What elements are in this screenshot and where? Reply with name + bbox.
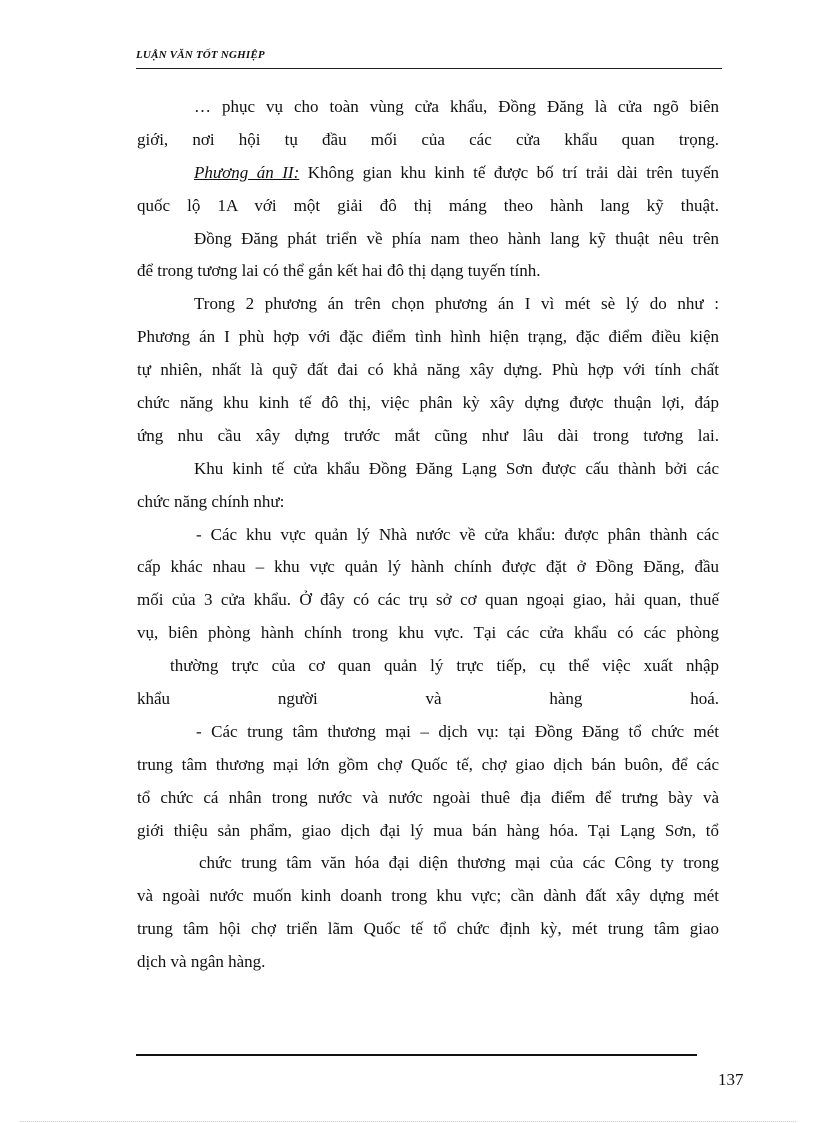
text-line: chức năng khu kinh tế đô thị, việc phân kỳ xây dựng được thuận lợi, đáp — [137, 393, 719, 413]
text-line: vụ, biên phòng hành chính trong khu vực. Tại các cửa khẩu có các phòng — [137, 623, 719, 643]
text-line: khẩu người và hàng hoá. — [137, 689, 719, 709]
text-line — [137, 157, 719, 190]
text-line: Trong 2 phương án trên chọn phương án I vì mét sè lý do như : — [194, 294, 719, 314]
text-line: - Các trung tâm thương mại – dịch vụ: tại Đồng Đăng tổ chức mét — [196, 721, 719, 741]
text-line: trung tâm thương mại lớn gồm chợ Quốc tế, chợ giao dịch bán buôn, để các — [137, 754, 719, 774]
header-title: LUẬN VĂN TỐT NGHIỆP — [136, 49, 265, 61]
text-line: chức năng chính như: — [137, 491, 285, 511]
option-heading: Phương án II: — [194, 162, 300, 182]
text-line: … phục vụ cho toàn vùng cửa khẩu, Đồng Đăng là cửa ngõ biên — [194, 97, 719, 116]
body-text — [137, 91, 719, 979]
text-line: ứng nhu cầu xây dựng trước mắt cũng như lâu dài trong tương lai. — [137, 425, 719, 445]
text-line: tổ chức cá nhân trong nước và nước ngoài thuê địa điểm để trưng bày và — [137, 787, 719, 807]
text-line: dịch và ngân hàng. — [137, 952, 266, 972]
text-line: Khu kinh tế cửa khẩu Đồng Đăng Lạng Sơn được cấu thành bởi các — [194, 458, 719, 478]
page-number: 137 — [718, 1070, 744, 1089]
text-line: quốc lộ 1A với một giải đô thị máng theo hành lang kỹ thuật. — [137, 195, 719, 215]
text-line: Phương án I phù hợp với đặc điểm tình hình hiện trạng, đặc điểm điều kiện — [137, 327, 719, 347]
text-line: trung tâm hội chợ triển lãm Quốc tế tổ chức định kỳ, mét trung tâm giao — [137, 919, 719, 939]
text-line: tự nhiên, nhất là quỹ đất đai có khả năng xây dựng. Phù hợp với tính chất — [137, 360, 719, 380]
text-line: và ngoài nước muốn kinh doanh trong khu vực; cần dành đất xây dựng mét — [137, 886, 719, 906]
text-line: cấp khác nhau – khu vực quản lý hành chính được đặt ở Đồng Đăng, đầu — [137, 557, 719, 577]
text-line: giới thiệu sản phẩm, giao dịch đại lý mua bán hàng hóa. Tại Lạng Sơn, tổ — [137, 820, 719, 840]
page-edge-divider — [20, 1121, 796, 1122]
text-line: - Các khu vực quản lý Nhà nước về cửa khẩu: được phân thành các — [196, 524, 719, 544]
text-line: chức trung tâm văn hóa đại diện thương mại của các Công ty trong — [199, 853, 719, 873]
text-line: mối của 3 cửa khẩu. Ở đây có các trụ sở cơ quan ngoại giao, hải quan, thuế — [137, 590, 719, 610]
text-line: Đồng Đăng phát triển về phía nam theo hành lang kỹ thuật nêu trên — [194, 228, 719, 248]
footer-rule — [136, 1054, 697, 1056]
text-line: để trong tương lai có thể gắn kết hai đô thị dạng tuyến tính. — [137, 261, 541, 281]
text-fragment: Không gian khu kinh tế được bố trí trải dài trên tuyến — [299, 162, 720, 182]
text-line: thường trực của cơ quan quản lý trực tiếp, cụ thể việc xuất nhập — [170, 656, 719, 676]
page-header — [136, 48, 722, 69]
text-line: giới, nơi hội tụ đầu mối của các cửa khẩu quan trọng. — [137, 129, 719, 149]
